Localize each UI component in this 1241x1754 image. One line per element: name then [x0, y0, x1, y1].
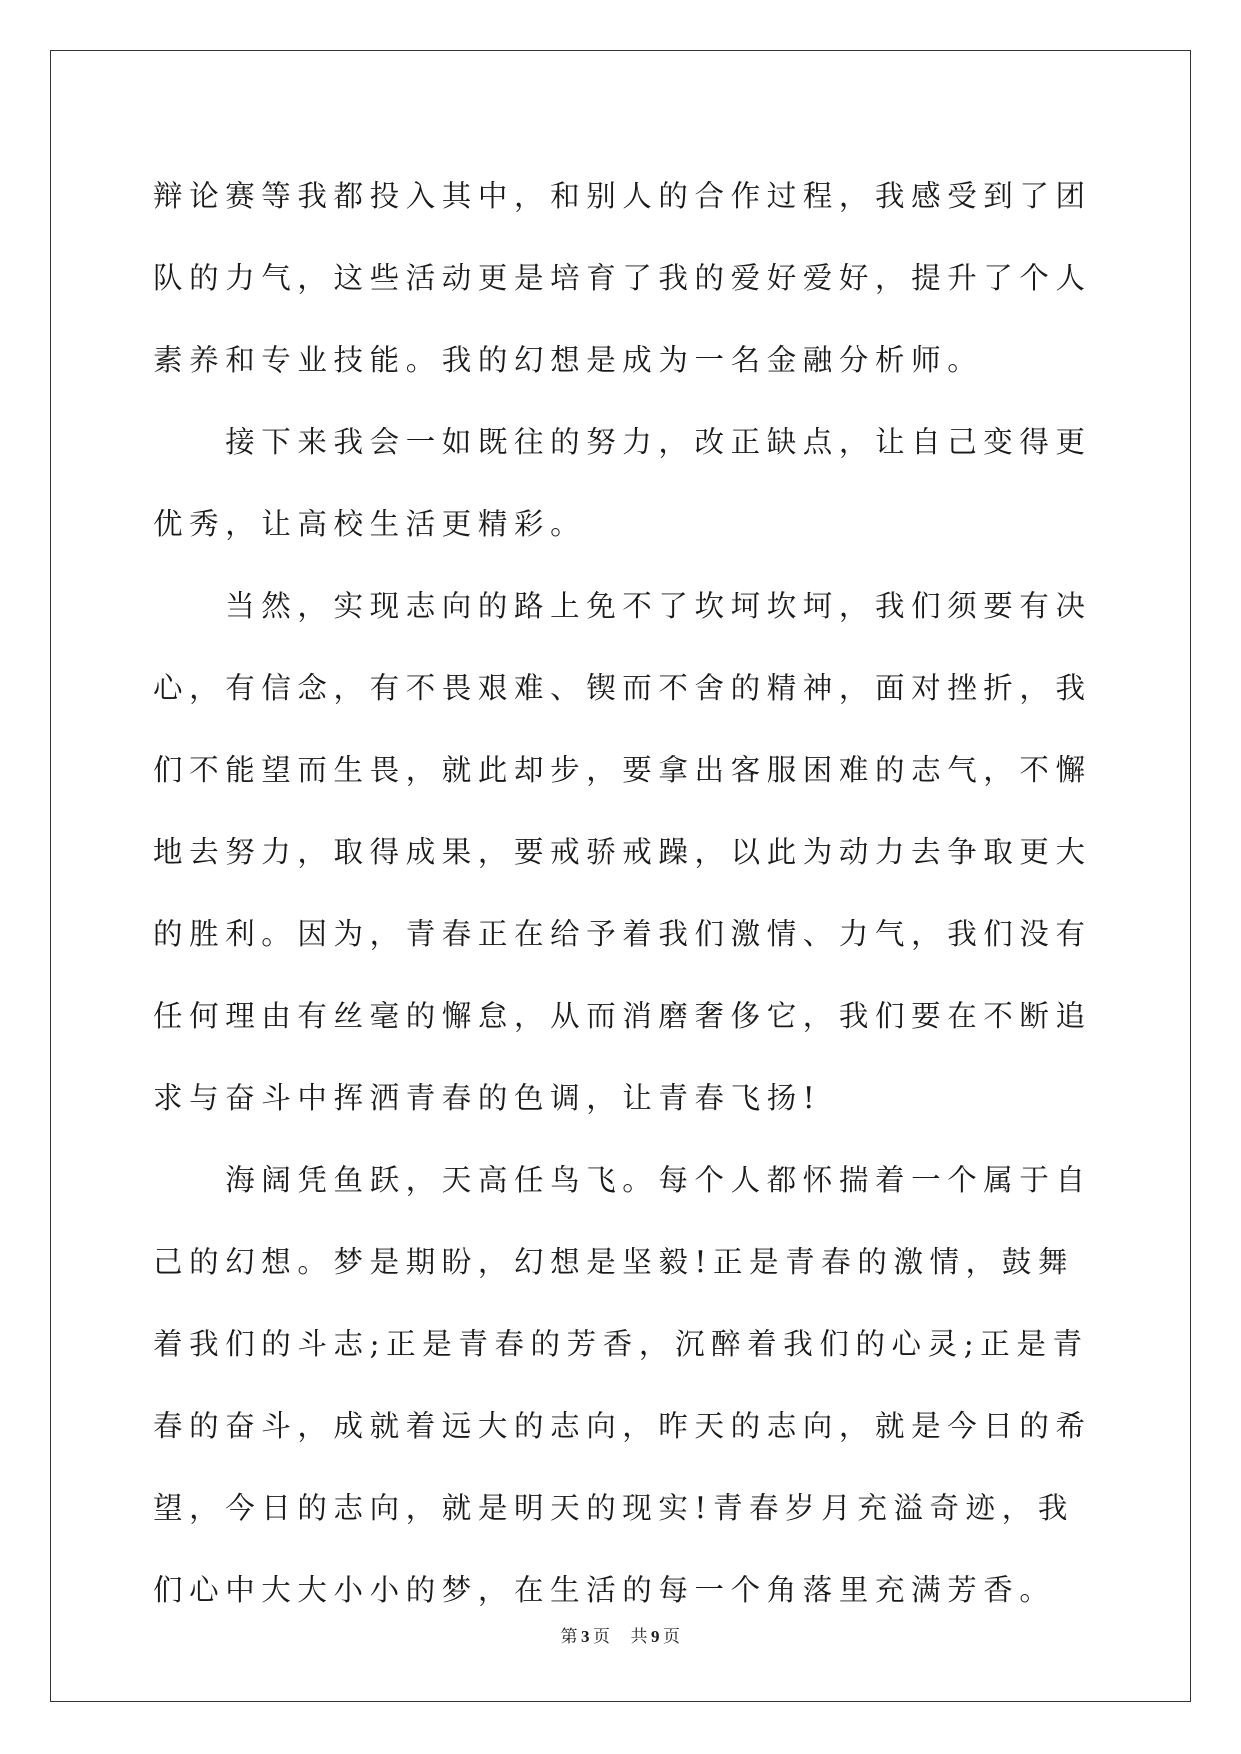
total-pages-prefix: 共	[630, 1627, 648, 1647]
total-page-number: 9	[651, 1627, 660, 1646]
current-page-number: 3	[581, 1627, 590, 1646]
paragraph-2: 接下来我会一如既往的努力，改正缺点，让自己变得更优秀，让高校生活更精彩。	[153, 425, 1092, 541]
page-footer	[0, 1622, 1241, 1647]
page-number-prefix: 第	[560, 1627, 578, 1647]
page-number-suffix: 页	[593, 1627, 611, 1647]
total-pages-suffix: 页	[663, 1627, 681, 1647]
document-body	[153, 155, 1093, 1631]
paragraph-3: 当然，实现志向的路上免不了坎坷坎坷，我们须要有决心，有信念，有不畏艰难、锲而不舍的精神，面对挫折，我们不能望而生畏，就此却步，要拿出客服困难的志气，不懈地去努力，取得成果，要戒骄戒躁，以此为动力去争取更大的胜利。因为，青春正在给予着我们激情、力气，我们没有任何理由有丝毫的懈怠，从而消磨奢侈它，我们要在不断追求与奋斗中挥洒青春的色调，让青春飞扬!	[153, 589, 1092, 1115]
paragraph-4: 海阔凭鱼跃，天高任鸟飞。每个人都怀揣着一个属于自己的幻想。梦是期盼，幻想是坚毅!正是青春的激情，鼓舞着我们的斗志;正是青春的芳香，沉醉着我们的心灵;正是青春的奋斗，成就着远大的志向，昨天的志向，就是今日的希望，今日的志向，就是明天的现实!青春岁月充溢奇迹，我们心中大大小小的梦，在生活的每一个角落里充满芳香。	[153, 1163, 1092, 1607]
paragraph-1: 辩论赛等我都投入其中，和别人的合作过程，我感受到了团队的力气，这些活动更是培育了我的爱好爱好，提升了个人素养和专业技能。我的幻想是成为一名金融分析师。	[153, 179, 1092, 377]
